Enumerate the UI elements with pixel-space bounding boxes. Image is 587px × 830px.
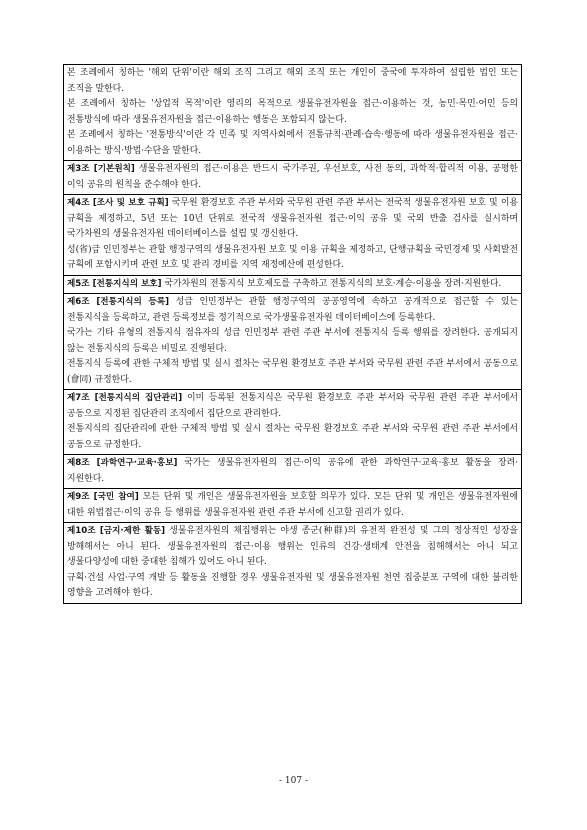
article-paragraph xyxy=(67,490,518,521)
article-cell xyxy=(64,65,522,161)
article-row xyxy=(64,489,522,523)
law-text-table xyxy=(63,64,522,604)
page-number: - 107 - xyxy=(279,776,308,786)
article-paragraph xyxy=(67,326,518,357)
article-cell xyxy=(64,294,522,390)
article-paragraph xyxy=(67,128,518,159)
article-cell xyxy=(64,523,522,604)
article-cell xyxy=(64,161,522,195)
article-text: 성급 인민정부는 관할 행정구역의 공공영역에 속하고 공개적으로 접근할 수 있는 전통지식을 등록하고, 관련 등록정보를 정기적으로 국가생물유전자원 데이터베이스에 등록한다. xyxy=(67,297,518,323)
article-text: 본 조례에서 칭하는 '상업적 목적'이란 영리의 목적으로 생물유전자원을 접근·이용하는 것, 농민·목민·어민 등의 전통방식에 따라 생물유전자원을 접근·이용하는 행동은 포함되지 않는다. xyxy=(67,99,518,125)
article-heading: 제10조 [금지·제한 활동] xyxy=(67,526,166,536)
article-text: 전통지식의 집단관리에 관한 구체적 방법 및 실시 절차는 국무원 환경보호 주관 부서와 국무원 관련 주관 부서에서 공동으로 규정한다. xyxy=(67,424,518,450)
law-text-body xyxy=(64,65,522,604)
article-text: 국가는 생물유전자원의 접근·이익 공유에 관한 과학연구·교육·홍보 활동을 장려·지원한다. xyxy=(67,458,518,484)
article-paragraph xyxy=(67,295,518,326)
article-row xyxy=(64,161,522,195)
article-text: 국가는 기타 유형의 전통지식 점유자의 성급 인민정부 관련 주관 부서에 전통지식 등록 행위를 장려한다. 공개되지 않는 전통지식의 등록은 비밀로 진행된다. xyxy=(67,328,518,354)
article-row xyxy=(64,523,522,604)
article-heading: 제6조 [전통지식의 등록] xyxy=(67,297,170,307)
article-paragraph xyxy=(67,277,518,293)
article-text: 본 조례에서 칭하는 '해외 단위'이란 해외 조직 그리고 해외 조직 또는 개인이 중국에 투자하여 설립한 법인 또는 조직을 말한다. xyxy=(67,68,518,94)
article-paragraph xyxy=(67,422,518,453)
article-row xyxy=(64,294,522,390)
article-text: 생물유전자원의 접근·이용은 반드시 국가주권, 우선보호, 사전 동의, 과학적·합리적 이용, 공평한 이익 공유의 원칙을 준수해야 한다. xyxy=(67,164,518,190)
article-heading: 제5조 [전통지식의 보호] xyxy=(67,278,162,289)
article-row xyxy=(64,65,522,161)
article-heading: 제3조 [기본원칙] xyxy=(67,164,135,174)
article-text: 국무원 환경보호 주관 부서와 국무원 관련 주관 부서는 전국적 생물유전자원 보호 및 이용 규획을 제정하고, 5년 또는 10년 단위로 전국적 생물유전자원 접근·이익 공유 및 국외 반출 검사를 실시하며 국가차원의 생물유전자원 데이터베이스를 설립 및 갱신한다. xyxy=(67,198,518,239)
article-row xyxy=(64,275,522,294)
article-text: 본 조례에서 칭하는 '전통방식'이란 각 민족 및 지역사회에서 전통규칙·관례·습속·행동에 따라 생물유전자원을 접근·이용하는 방식·방법·수단을 말한다. xyxy=(67,130,518,156)
article-text: 규획·건설 사업·구역 개발 등 활동을 진행할 경우 생물유전자원 및 생물유전자원 천연 집중분포 구역에 대한 불리한 영향을 고려해야 한다. xyxy=(67,572,518,598)
article-heading: 제9조 [국민 참여] xyxy=(67,492,139,502)
article-text: 이미 등록된 전통지식은 국무원 환경보호 주관 부서와 국무원 관련 주관 부서에서 공동으로 지정된 집단관리 조직에서 집단으로 관리한다. xyxy=(67,393,518,419)
article-paragraph xyxy=(67,524,518,571)
article-heading: 제8조 [과학연구·교육·홍보] xyxy=(67,458,178,468)
article-paragraph xyxy=(67,66,518,97)
article-cell xyxy=(64,390,522,455)
article-cell xyxy=(64,489,522,523)
article-cell xyxy=(64,195,522,276)
article-paragraph xyxy=(67,357,518,388)
article-cell xyxy=(64,275,522,294)
article-text: 생물유전자원의 채집행위는 야생 종군(种群)의 유전적 완전성 및 그의 정상적인 성장을 방해해서는 아니 된다. 생물유전자원의 접근·이용 행위는 인류의 건강·생태계 안전을 침해해서는 아니 되고 생물다양성에 대한 중대한 침해가 있어도 아니 된다. xyxy=(67,526,518,567)
article-paragraph xyxy=(67,456,518,487)
article-row xyxy=(64,195,522,276)
article-text: 성(省)급 인민정부는 관할 행정구역의 생물유전자원 보호 및 이용 규획을 제정하고, 단행규획을 국민경제 및 사회발전 규획에 포함시키며 관련 보호 및 관리 경비를 지역 재정예산에 편성한다. xyxy=(67,244,518,270)
article-paragraph xyxy=(67,97,518,128)
article-heading: 제7조 [전통지식의 집단관리] xyxy=(67,393,183,403)
article-row xyxy=(64,390,522,455)
article-paragraph xyxy=(67,196,518,243)
article-paragraph xyxy=(67,243,518,274)
article-paragraph xyxy=(67,391,518,422)
article-heading: 제4조 [조사 및 보호 규획] xyxy=(67,198,169,208)
article-text: 모든 단위 및 개인은 생물유전자원을 보호할 의무가 있다. 모든 단위 및 개인은 생물유전자원에 대한 위법접근·이익 공유 등 행위를 생물유전자원 관련 주관 부서에 신고할 권리가 있다. xyxy=(67,492,518,518)
article-paragraph xyxy=(67,162,518,193)
article-row xyxy=(64,455,522,489)
article-paragraph xyxy=(67,571,518,602)
article-cell xyxy=(64,455,522,489)
article-text: 전통지식 등록에 관한 구체적 방법 및 실시 절차는 국무원 환경보호 주관 부서와 국무원 관련 주관 부서에서 공동으로(會同) 규정한다. xyxy=(67,359,518,385)
article-text: 국가차원의 전통지식 보호제도를 구축하고 전통지식의 보호·계승·이용을 장려·지원한다. xyxy=(164,278,502,289)
